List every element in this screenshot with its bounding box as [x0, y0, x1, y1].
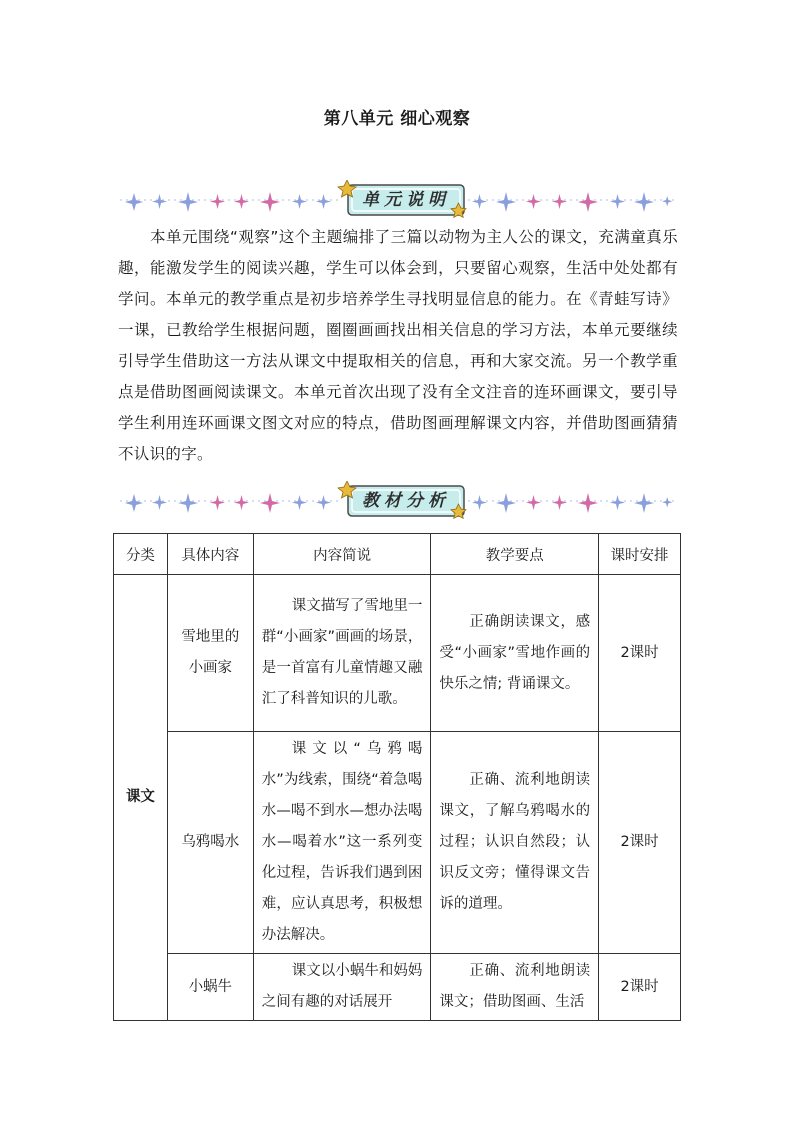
table-header-row: [114, 534, 681, 575]
page-title: 第八单元 细心观察: [323, 109, 471, 129]
banner-label: 单元说明: [362, 190, 450, 210]
lesson-description: 课文以小蜗牛和妈妈之间有趣的对话展开: [253, 954, 431, 1021]
lesson-hours: 2课时: [599, 732, 681, 954]
lesson-title: 小蜗牛: [167, 954, 253, 1021]
teaching-points: 正确、流利地朗读课文，了解乌鸦喝水的过程；认识自然段；认识反文旁；懂得课文告诉的道理。: [431, 732, 599, 954]
col-header: 教学要点: [431, 534, 599, 575]
lesson-title: 雪地里的小画家: [167, 575, 253, 732]
table-row: [114, 732, 681, 954]
col-header: 具体内容: [167, 534, 253, 575]
lesson-hours: 2课时: [599, 575, 681, 732]
table-row: [114, 954, 681, 1021]
banner-label: 教材分析: [362, 491, 450, 511]
category-cell: 课文: [114, 575, 168, 1021]
unit-description-banner: [118, 180, 676, 220]
unit-description-text: 本单元围绕“观察”这个主题编排了三篇以动物为主人公的课文，充满童真乐趣，能激发学生的阅读兴趣，学生可以体会到，只要留心观察，生活中处处都有学问。本单元的教学重点是初步培养学生寻找明显信息的能力。在《青蛙写诗》一课，已教给学生根据问题，圈圈画画找出相关信息的学习方法，本单元要继续引导学生借助这一方法从课文中提取相关的信息，再和大家交流。另一个教学重点是借助图画阅读课文。本单元首次出现了没有全文注音的连环画课文，要引导学生利用连环画课文图文对应的特点，借助图画理解课文内容，并借助图画猜猜不认识的字。: [118, 228, 678, 463]
table-row: [114, 575, 681, 732]
lesson-description: 课文以“乌鸦喝水”为线索，围绕“着急喝水—喝不到水—想办法喝水—喝着水”这一系列变化过程，告诉我们遇到困难，应认真思考，积极想办法解决。: [253, 732, 431, 954]
textbook-analysis-banner: [118, 481, 676, 521]
col-header: 分类: [114, 534, 168, 575]
teaching-points: 正确、流利地朗读课文；借助图画、生活: [431, 954, 599, 1021]
teaching-points: 正确朗读课文，感受“小画家”雪地作画的快乐之情; 背诵课文。: [431, 575, 599, 732]
analysis-table: [113, 533, 681, 1021]
lesson-description: 课文描写了雪地里一群“小画家”画画的场景，是一首富有儿童情趣又融汇了科普知识的儿歌。: [253, 575, 431, 732]
lesson-hours: 2课时: [599, 954, 681, 1021]
lesson-title: 乌鸦喝水: [167, 732, 253, 954]
col-header: 内容简说: [253, 534, 431, 575]
col-header: 课时安排: [599, 534, 681, 575]
